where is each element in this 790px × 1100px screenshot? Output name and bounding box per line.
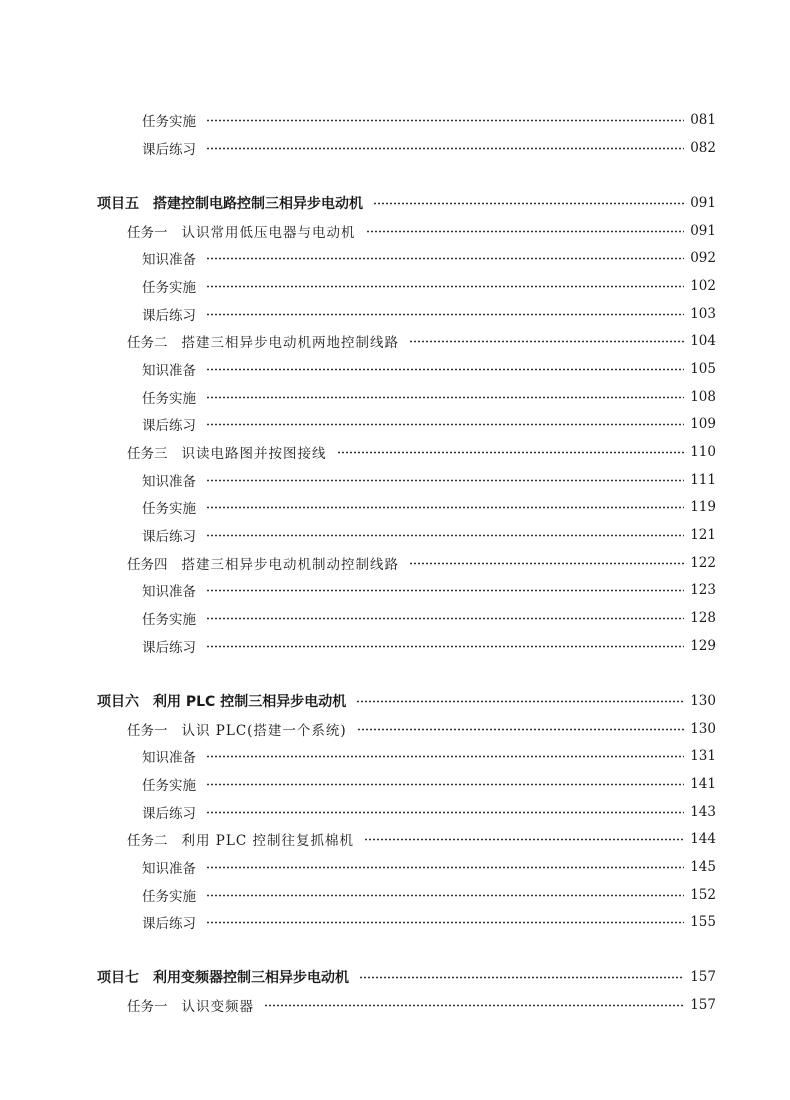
toc-entry[interactable] [142, 774, 716, 794]
task-title: 认识常用低压电器与电动机 [181, 225, 356, 241]
dot-leader [359, 976, 684, 979]
dot-leader [206, 617, 684, 620]
toc-entry[interactable] [142, 802, 716, 822]
page-number: 119 [690, 499, 716, 515]
dot-leader [357, 728, 685, 731]
project-title: 利用变频器控制三相异步电动机 [153, 970, 349, 986]
project-number: 项目五 [97, 196, 139, 212]
entry-title: 课后练习 [142, 916, 196, 932]
page-number: 130 [690, 693, 716, 709]
page-number: 122 [690, 555, 716, 571]
page-number: 145 [690, 859, 716, 875]
dot-leader [206, 119, 684, 122]
dot-leader [206, 921, 684, 924]
dot-leader [264, 1004, 684, 1007]
dot-leader [206, 534, 684, 537]
toc-entry[interactable] [142, 746, 716, 766]
entry-title: 任务实施 [142, 391, 196, 407]
dot-leader [364, 838, 684, 841]
task-title: 搭建三相异步电动机两地控制线路 [181, 335, 399, 351]
toc-entry[interactable] [142, 110, 716, 130]
page-number: 091 [690, 195, 716, 211]
page-number: 155 [690, 914, 716, 930]
dot-leader [206, 506, 684, 509]
entry-title: 任务实施 [142, 280, 196, 296]
dot-leader [206, 147, 684, 150]
toc-task-entry[interactable] [127, 442, 716, 462]
entry-title: 知识准备 [142, 861, 196, 877]
task-number: 任务三 [127, 446, 168, 462]
entry-title: 知识准备 [142, 252, 196, 268]
toc-entry[interactable] [142, 608, 716, 628]
dot-leader [366, 230, 685, 233]
toc-entry[interactable] [142, 580, 716, 600]
project-number: 项目六 [97, 694, 139, 710]
page-number: 082 [690, 140, 716, 156]
page-number: 104 [690, 333, 716, 349]
task-number: 任务四 [127, 557, 168, 573]
dot-leader [206, 589, 684, 592]
toc-entry[interactable] [142, 414, 716, 434]
toc-entry[interactable] [142, 912, 716, 932]
toc-entry[interactable] [142, 857, 716, 877]
entry-title: 知识准备 [142, 750, 196, 766]
toc-project-entry[interactable] [97, 193, 716, 213]
page-number: 081 [690, 112, 716, 128]
toc-entry[interactable] [142, 885, 716, 905]
entry-title: 知识准备 [142, 474, 196, 490]
page-number: 121 [690, 527, 716, 543]
project-title: 利用 PLC 控制三相异步电动机 [153, 694, 347, 710]
toc-entry[interactable] [142, 138, 716, 158]
page-number: 111 [690, 472, 716, 488]
dot-leader [206, 257, 684, 260]
dot-leader [206, 811, 684, 814]
page-number: 157 [690, 969, 716, 985]
dot-leader [206, 285, 684, 288]
toc-entry[interactable] [142, 276, 716, 296]
page-number: 131 [690, 748, 716, 764]
toc-entry[interactable] [142, 359, 716, 379]
entry-title: 课后练习 [142, 640, 196, 656]
toc-task-entry[interactable] [127, 331, 716, 351]
page-number: 123 [690, 582, 716, 598]
dot-leader [206, 479, 684, 482]
page-number: 141 [690, 776, 716, 792]
dot-leader [206, 866, 684, 869]
page-number: 157 [690, 997, 716, 1013]
project-title: 搭建控制电路控制三相异步电动机 [153, 196, 363, 212]
dot-leader [206, 755, 684, 758]
task-title: 认识变频器 [181, 999, 254, 1015]
toc-entry[interactable] [142, 387, 716, 407]
toc-task-entry[interactable] [127, 221, 716, 241]
page-number: 105 [690, 361, 716, 377]
page-number: 103 [690, 306, 716, 322]
dot-leader [206, 645, 684, 648]
page-number: 144 [690, 831, 716, 847]
entry-title: 任务实施 [142, 114, 196, 130]
dot-leader [206, 396, 684, 399]
task-title: 识读电路图并按图接线 [181, 446, 327, 462]
dot-leader [409, 340, 684, 343]
task-title: 利用 PLC 控制往复抓棉机 [181, 833, 354, 849]
entry-title: 课后练习 [142, 308, 196, 324]
toc-project-entry[interactable] [97, 691, 716, 711]
toc-entry[interactable] [142, 304, 716, 324]
page-number: 152 [690, 887, 716, 903]
page-number: 108 [690, 389, 716, 405]
toc-entry[interactable] [142, 636, 716, 656]
entry-title: 任务实施 [142, 501, 196, 517]
page-number: 130 [690, 721, 716, 737]
toc-entry[interactable] [142, 470, 716, 490]
page-number: 128 [690, 610, 716, 626]
entry-title: 课后练习 [142, 142, 196, 158]
page-number: 110 [690, 444, 716, 460]
task-title: 搭建三相异步电动机制动控制线路 [181, 557, 399, 573]
toc-task-entry[interactable] [127, 553, 716, 573]
page-number: 091 [690, 223, 716, 239]
task-number: 任务二 [127, 335, 168, 351]
toc-task-entry[interactable] [127, 995, 716, 1015]
entry-title: 课后练习 [142, 529, 196, 545]
dot-leader [373, 202, 684, 205]
toc-entry[interactable] [142, 497, 716, 517]
task-number: 任务一 [127, 999, 168, 1015]
dot-leader [206, 423, 684, 426]
dot-leader [206, 783, 684, 786]
toc-entry[interactable] [142, 248, 716, 268]
project-number: 项目七 [97, 970, 139, 986]
entry-title: 知识准备 [142, 584, 196, 600]
toc-task-entry[interactable] [127, 829, 716, 849]
entry-title: 任务实施 [142, 778, 196, 794]
dot-leader [206, 368, 684, 371]
task-number: 任务一 [127, 225, 168, 241]
dot-leader [409, 562, 684, 565]
entry-title: 任务实施 [142, 612, 196, 628]
toc-entry[interactable] [142, 525, 716, 545]
task-number: 任务一 [127, 723, 168, 739]
task-number: 任务二 [127, 833, 168, 849]
page-number: 143 [690, 804, 716, 820]
dot-leader [206, 894, 684, 897]
toc-project-entry[interactable] [97, 967, 716, 987]
task-title: 认识 PLC(搭建一个系统) [181, 723, 347, 739]
page-number: 102 [690, 278, 716, 294]
entry-title: 课后练习 [142, 418, 196, 434]
dot-leader [337, 451, 685, 454]
page-number: 092 [690, 250, 716, 266]
toc-task-entry[interactable] [127, 719, 716, 739]
page-number: 129 [690, 638, 716, 654]
dot-leader [356, 700, 684, 703]
entry-title: 知识准备 [142, 363, 196, 379]
page-number: 109 [690, 416, 716, 432]
dot-leader [206, 313, 684, 316]
entry-title: 课后练习 [142, 806, 196, 822]
entry-title: 任务实施 [142, 889, 196, 905]
